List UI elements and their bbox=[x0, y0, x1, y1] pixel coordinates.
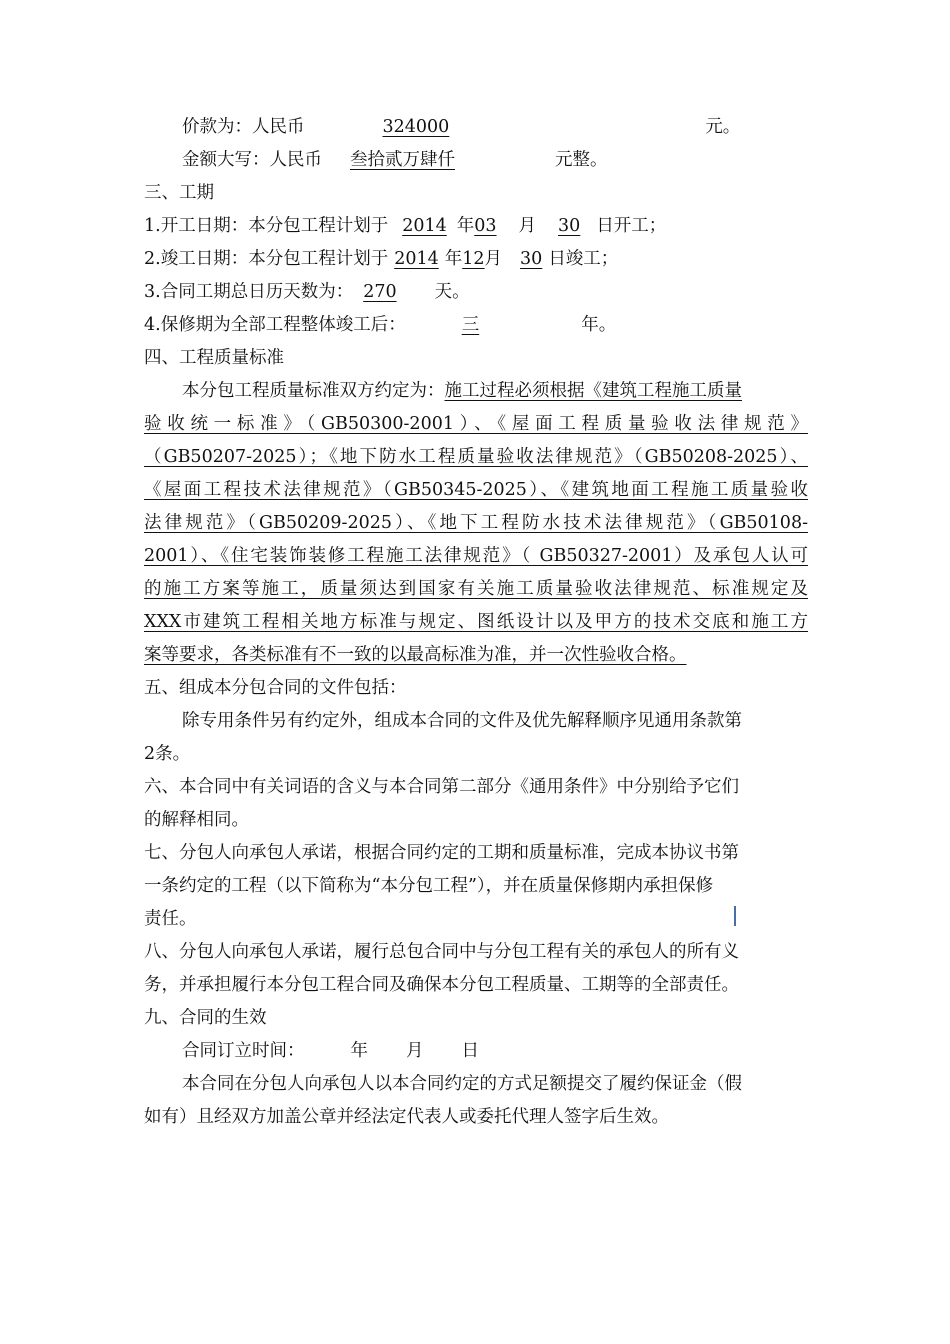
end-day: 30 bbox=[520, 249, 543, 269]
amount-words-suffix: 元整。 bbox=[555, 150, 608, 170]
section-7-line-1: 七、分包人向承包人承诺，根据合同约定的工期和质量标准，完成本协议书第 bbox=[144, 843, 739, 863]
section-3-heading: 三、工期 bbox=[144, 183, 214, 203]
quality-line-3: （GB50207-2025）；《地下防水工程质量验收法律规范》（GB50208-2025）、 bbox=[144, 447, 808, 467]
total-days-value: 270 bbox=[363, 282, 397, 302]
section-6-line-1: 六、本合同中有关词语的含义与本合同第二部分《通用条件》中分别给予它们 bbox=[144, 777, 739, 797]
quality-line-9: 案等要求，各类标准有不一致的以最高标准为准，并一次性验收合格。 bbox=[144, 645, 687, 665]
end-date-line: 2.竣工日期：本分包工程计划于 2014 年12月 30 日竣工； bbox=[144, 249, 619, 269]
quality-line-5: 法律规范》（GB50209-2025）、《地下工程防水技术法律规范》（GB50108- bbox=[144, 513, 808, 533]
sign-day: 日 bbox=[461, 1041, 479, 1061]
section-7-line-3: 责任。 bbox=[144, 909, 197, 929]
amount-words-label: 金额大写：人民币 bbox=[182, 150, 322, 170]
price-suffix: 元。 bbox=[705, 117, 741, 137]
quality-line-2: 验收统一标准》（GB50300-2001）、《屋面工程质量验收法律规范》 bbox=[144, 414, 808, 434]
section-5-heading: 五、组成本分包合同的文件包括： bbox=[144, 678, 407, 698]
section-5-line-2: 2条。 bbox=[144, 744, 191, 764]
section-6-line-2: 的解释相同。 bbox=[144, 810, 249, 830]
price-value: 324000 bbox=[382, 117, 450, 137]
section-8-line-1: 八、分包人向承包人承诺，履行总包合同中与分包工程有关的承包人的所有义 bbox=[144, 942, 739, 962]
start-day: 30 bbox=[558, 216, 581, 236]
quality-line-6: 2001）、《住宅装饰装修工程施工法律规范》（ GB50327-2001）及承包人认可 bbox=[144, 546, 808, 566]
total-days-line: 3.合同工期总日历天数为： 270 天。 bbox=[144, 282, 470, 302]
start-month: 03 bbox=[474, 216, 497, 236]
amount-words-line bbox=[182, 144, 808, 177]
warranty-value: 三 bbox=[461, 315, 480, 335]
start-year: 2014 bbox=[402, 216, 447, 236]
sign-year: 年 bbox=[350, 1041, 368, 1061]
quality-line-7: 的施工方案等施工，质量须达到国家有关施工质量验收法律规范、标准规定及 bbox=[144, 579, 808, 599]
section-8-line-2: 务，并承担履行本分包工程合同及确保本分包工程质量、工期等的全部责任。 bbox=[144, 975, 739, 995]
sign-month: 月 bbox=[406, 1041, 424, 1061]
effect-line-2: 如有）且经双方加盖公章并经法定代表人或委托代理人签字后生效。 bbox=[144, 1107, 669, 1127]
section-9-heading: 九、合同的生效 bbox=[144, 1008, 267, 1028]
section-5-line-1: 除专用条件另有约定外，组成本合同的文件及优先解释顺序见通用条款第 bbox=[182, 711, 742, 731]
price-label: 价款为：人民币 bbox=[182, 117, 305, 137]
section-4-heading: 四、工程质量标准 bbox=[144, 348, 284, 368]
text-cursor bbox=[734, 906, 736, 926]
amount-words-value: 叁拾贰万肆仟 bbox=[350, 150, 455, 170]
quality-line-4: 《屋面工程技术法律规范》（GB50345-2025）、《建筑地面工程施工质量验收 bbox=[144, 480, 808, 500]
effect-line-1: 本合同在分包人向承包人以本合同约定的方式足额提交了履约保证金（假 bbox=[182, 1074, 742, 1094]
end-year: 2014 bbox=[394, 249, 439, 269]
price-line bbox=[182, 111, 808, 144]
quality-line-1: 本分包工程质量标准双方约定为：施工过程必须根据《建筑工程施工质量 bbox=[182, 381, 742, 401]
quality-line-8: XXX市建筑工程相关地方标准与规定、图纸设计以及甲方的技术交底和施工方 bbox=[144, 612, 808, 632]
section-7-line-2: 一条约定的工程（以下简称为“本分包工程”），并在质量保修期内承担保修 bbox=[144, 876, 714, 896]
sign-date-line bbox=[182, 1035, 808, 1068]
warranty-line: 4.保修期为全部工程整体竣工后： 三 年。 bbox=[144, 315, 617, 335]
start-date-line: 1.开工日期：本分包工程计划于 2014 年03 月 30 日开工； bbox=[144, 216, 667, 236]
end-month: 12 bbox=[462, 249, 485, 269]
sign-date-label: 合同订立时间： bbox=[182, 1041, 305, 1061]
